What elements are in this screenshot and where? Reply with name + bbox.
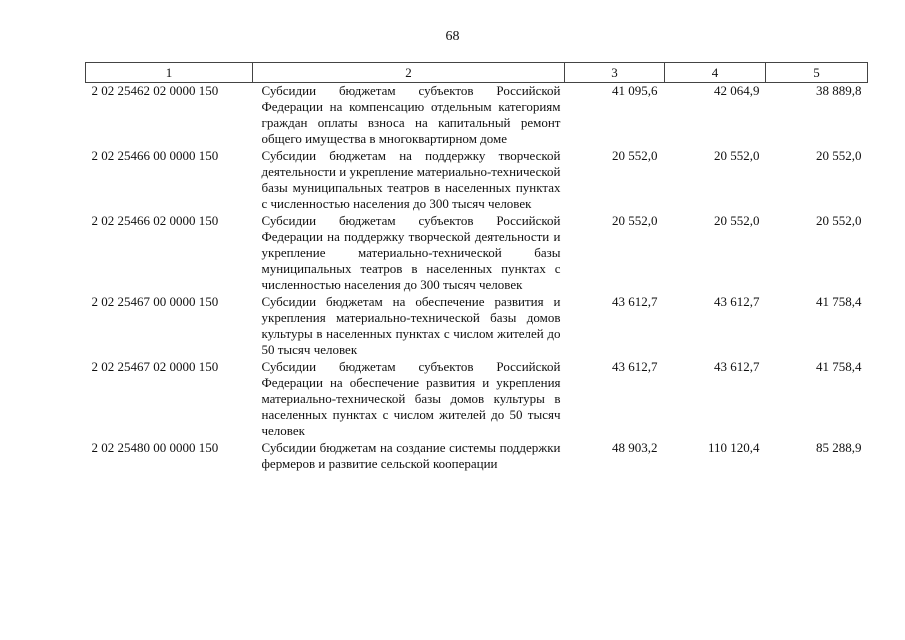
- table-row: [86, 148, 868, 213]
- amount-col3: 43 612,7: [612, 359, 658, 374]
- amount-col4: 43 612,7: [714, 359, 760, 374]
- page-number: 68: [445, 29, 460, 44]
- table-row: [86, 213, 868, 294]
- revenue-description: Субсидии бюджетам на обеспечение развития и укрепления материально-технической базы домов культуры в населенных пунктах с числом жителей до 50 тысяч человек: [261, 294, 561, 357]
- amount-col3: 43 612,7: [612, 294, 658, 309]
- table-row: [86, 440, 868, 473]
- table-header: [86, 63, 868, 83]
- classification-code: 2 02 25480 00 0000 150: [91, 440, 219, 455]
- column-header-5: 5: [766, 63, 868, 83]
- amount-col5: 20 552,0: [816, 213, 862, 228]
- amount-col4: 110 120,4: [707, 440, 760, 455]
- amount-col4: 43 612,7: [714, 294, 760, 309]
- classification-code: 2 02 25462 02 0000 150: [91, 83, 219, 98]
- revenue-description: Субсидии бюджетам субъектов Российской Федерации на обеспечение развития и укрепления материально-технической базы домов культуры в населенных пунктах с числом жителей до 50 тысяч человек: [261, 359, 561, 438]
- revenue-description: Субсидии бюджетам субъектов Российской Федерации на поддержку творческой деятельности и укрепление материально-технической базы муниципальных театров в населенных пунктах с численностью населения до 300 тысяч человек: [261, 213, 561, 292]
- revenue-description: Субсидии бюджетам на поддержку творческой деятельности и укрепление материально-технической базы муниципальных театров в населенных пунктах с численностью населения до 300 тысяч человек: [261, 148, 561, 211]
- amount-col3: 48 903,2: [612, 440, 658, 455]
- amount-col5: 20 552,0: [816, 148, 862, 163]
- amount-col5: 41 758,4: [816, 294, 862, 309]
- amount-col3: 41 095,6: [612, 83, 658, 98]
- classification-code: 2 02 25467 02 0000 150: [91, 359, 219, 374]
- table-row: [86, 359, 868, 440]
- revenue-description: Субсидии бюджетам на создание системы поддержки фермеров и развитие сельской кооперации: [261, 440, 561, 471]
- amount-col5: 38 889,8: [816, 83, 862, 98]
- column-header-4: 4: [665, 63, 766, 83]
- table-row: [86, 294, 868, 359]
- amount-col5: 41 758,4: [816, 359, 862, 374]
- revenue-description: Субсидии бюджетам субъектов Российской Федерации на компенсацию отдельным категориям граждан оплаты взноса на капитальный ремонт общего имущества в многоквартирном доме: [261, 83, 561, 146]
- classification-code: 2 02 25466 00 0000 150: [91, 148, 219, 163]
- amount-col3: 20 552,0: [612, 148, 658, 163]
- table-row: [86, 83, 868, 149]
- column-header-1: 1: [86, 63, 253, 83]
- classification-code: 2 02 25466 02 0000 150: [91, 213, 219, 228]
- header-row: [86, 63, 868, 83]
- amount-col4: 20 552,0: [714, 213, 760, 228]
- amount-col3: 20 552,0: [612, 213, 658, 228]
- classification-code: 2 02 25467 00 0000 150: [91, 294, 219, 309]
- amount-col4: 20 552,0: [714, 148, 760, 163]
- column-header-2: 2: [253, 63, 565, 83]
- amount-col4: 42 064,9: [714, 83, 760, 98]
- amount-col5: 85 288,9: [816, 440, 862, 455]
- table-body: [86, 83, 868, 474]
- column-header-3: 3: [565, 63, 665, 83]
- budget-table: [85, 62, 868, 473]
